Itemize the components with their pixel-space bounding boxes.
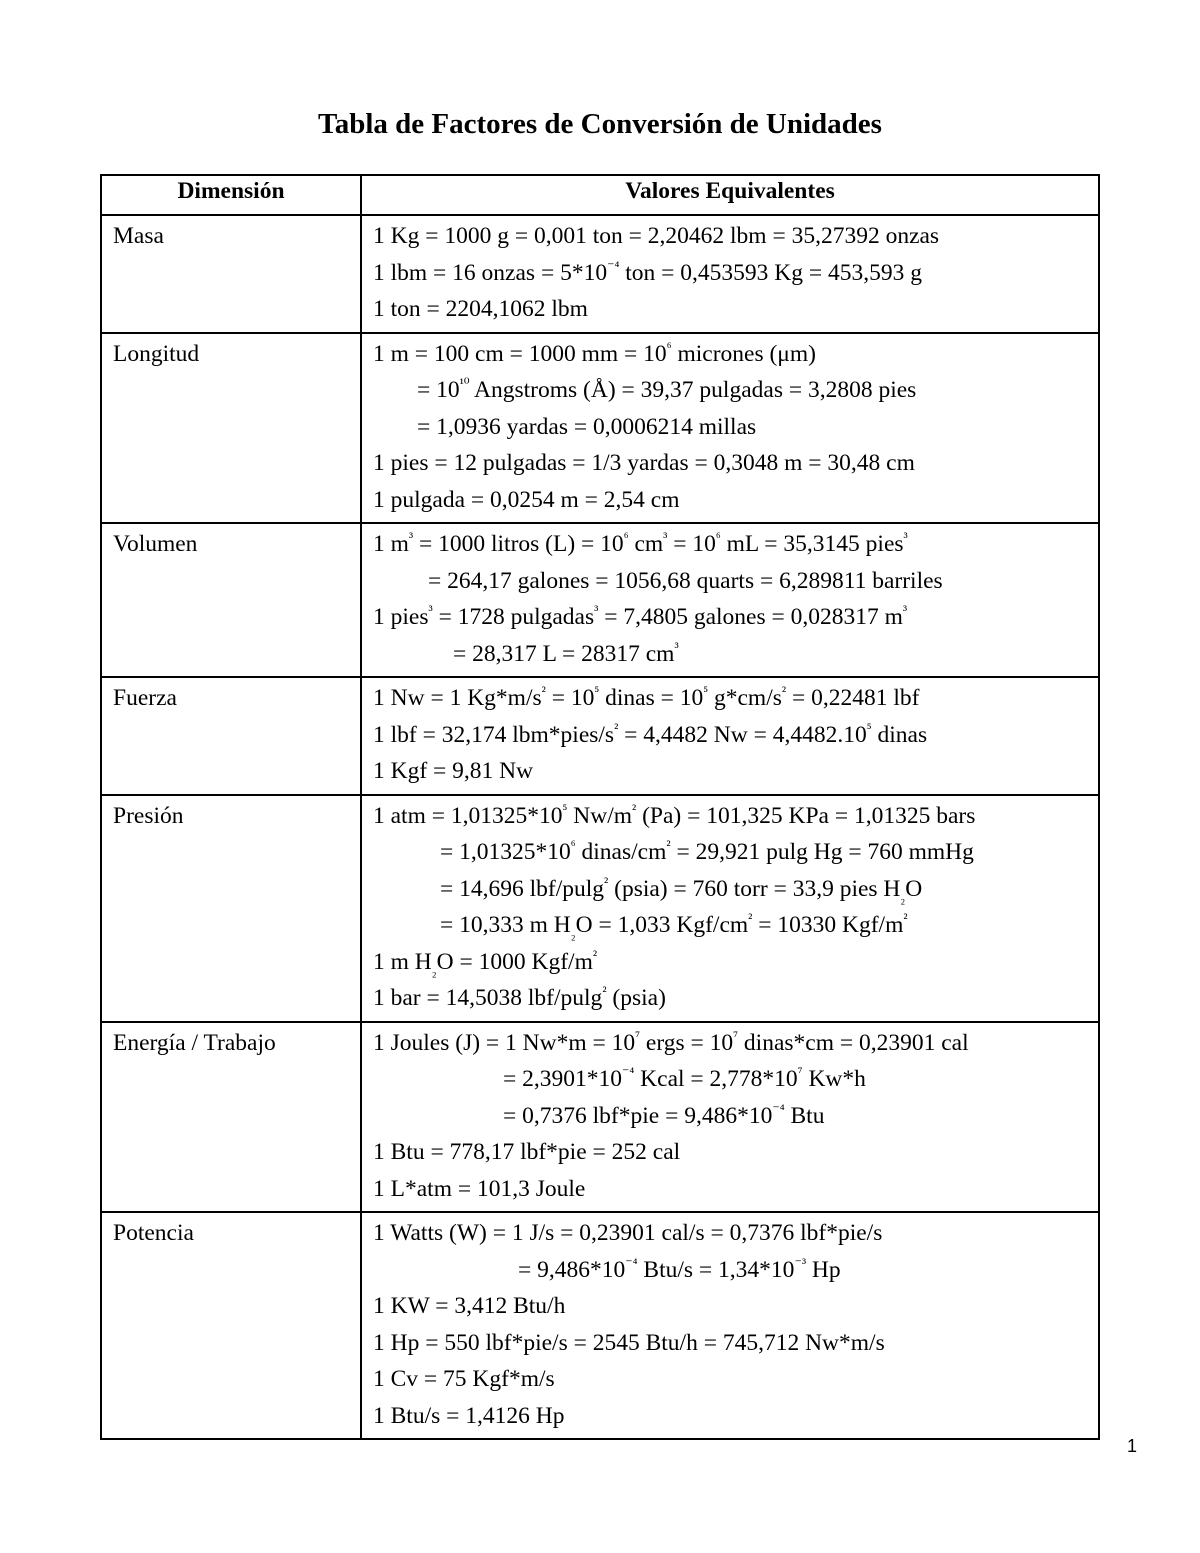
value-line: 1 Kg = 1000 g = 0,001 ton = 2,20462 lbm = 35,27392 onzas: [373, 223, 940, 249]
value-line: = 28,317 L = 28317 $cm^{^3}$: [453, 640, 679, 667]
value-line: 1 bar = 14,5038 lbf/pulg$^{^2}$ (psia): [373, 985, 666, 1011]
dimension-cell: Presión: [101, 795, 361, 1022]
conversion-table: [100, 174, 1100, 1440]
table-row: [101, 1022, 1099, 1213]
value-line: 1 KW = 3,412 Btu/h: [373, 1293, 566, 1319]
value-line: 1 pulgada = 0,0254 m = 2,54 cm: [373, 486, 680, 513]
value-line: = 1,0936 yardas = 0,0006214 millas: [417, 413, 757, 440]
dimension-cell: Longitud: [101, 333, 361, 524]
dimension-cell: Fuerza: [101, 677, 361, 795]
table-row: [101, 523, 1099, 677]
value-line: 1 lbm = 16 onzas = $5*10^{^{-4}}$ ton = 0,453593 Kg = 453,593 g: [373, 259, 922, 286]
value-line: 1 Nw = 1 $Kg*m/s^{^2} = 10^{^5}$ dinas = $10^{^5}$ $g*cm/s^{^2} = 0,22481$ lbf: [373, 685, 920, 711]
value-line: = 14,696 lbf/pulg$^{^2}$ (psia) = 760 torr = 33,9 pies $H_{_2}O$: [440, 875, 923, 906]
dimension-cell: Potencia: [101, 1212, 361, 1439]
value-line: 1 Kgf = 9,81 Nw: [373, 758, 534, 784]
value-line: 1 ton = 2204,1062 lbm: [373, 296, 588, 322]
value-line: = $2,3901*10^{^{-4}}$ Kcal = $2,778*10^{^7}$ Kw*h: [503, 1066, 866, 1092]
values-cell: [361, 215, 1099, 333]
value-line: 1 m $H_{_2}O = 1000$ Kgf/$m^{^2}$: [373, 948, 598, 979]
table-row: [101, 677, 1099, 795]
table-row: [101, 215, 1099, 333]
value-line: 1 pies$^{^3}$ = 1728 pulgadas$^{^3}$ = 7,4805 galones = 0,028317 $m^{^3}$: [373, 604, 908, 630]
dimension-cell: Masa: [101, 215, 361, 333]
values-cell: [361, 1022, 1099, 1213]
header-dimension: Dimensión: [101, 175, 361, 215]
value-line: 1 Watts (W) = 1 J/s = 0,23901 cal/s = 0,7376 lbf*pie/s: [373, 1220, 883, 1246]
value-line: 1 L*atm = 101,3 Joule: [373, 1175, 586, 1202]
dimension-cell: Energía / Trabajo: [101, 1022, 361, 1213]
value-line: 1 Cv = 75 Kgf*m/s: [373, 1366, 555, 1392]
table-row: [101, 795, 1099, 1022]
page-title: Tabla de Factores de Conversión de Unidades: [318, 108, 882, 140]
value-line: = $9,486*10^{^{-4}}$ $Btu/s = 1,34*10^{^{-3}}$ Hp: [518, 1256, 841, 1283]
values-cell: [361, 523, 1099, 677]
value-line: 1 Hp = 550 lbf*pie/s = 2545 Btu/h = 745,712 Nw*m/s: [373, 1329, 885, 1356]
dimension-cell: Volumen: [101, 523, 361, 677]
value-line: 1 pies = 12 pulgadas = 1/3 yardas = 0,3048 m = 30,48 cm: [373, 450, 915, 476]
values-cell: [361, 333, 1099, 524]
value-line: 1 Btu = 778,17 lbf*pie = 252 cal: [373, 1139, 681, 1165]
value-line: 1 $m^{^3} = 1000$ litros $(L) = 10^{^6}$ $cm^{^3} = 10^{^6}$ mL = 35,3145 pies$^{^3}$: [373, 531, 908, 557]
value-line: 1 lbf = 32,174 $lbm*pies/s^{^2} = 4,4482$ $Nw = 4,4482.10^{^5}$ dinas: [373, 721, 928, 748]
table-header-row: [101, 175, 1099, 215]
value-line: 1 Joules (J) = 1 $Nw*m = 10^{^7}$ ergs = $10^{^7}$ dinas*cm = 0,23901 cal: [373, 1029, 969, 1056]
value-line: 1 atm = $1,01325*10^{^5}$ $Nw/m^{^2}$ (Pa) = 101,325 KPa = 1,01325 bars: [373, 802, 976, 829]
page-number: 1: [1127, 1436, 1138, 1456]
value-line: 1 Btu/s = 1,4126 Hp: [373, 1402, 565, 1429]
values-cell: [361, 795, 1099, 1022]
value-line: 1 m = 100 cm = 1000 mm = $10^{^6}$ micrones (μm): [373, 340, 816, 367]
value-line: = $10^{^{10}}$ Angstroms (Å) = 39,37 pulgadas = 3,2808 pies: [417, 377, 917, 403]
value-line: = $1,01325*10^{^6}$ dinas/$cm^{^2} = 29,921$ pulg Hg = 760 mmHg: [440, 839, 974, 865]
value-line: = 264,17 galones = 1056,68 quarts = 6,289811 barriles: [428, 567, 943, 594]
value-line: = 0,7376 $lbf*pie = 9,486*10^{^{-4}}$ Btu: [503, 1102, 825, 1129]
values-cell: [361, 1212, 1099, 1439]
table-row: [101, 1212, 1099, 1439]
header-values: Valores Equivalentes: [361, 175, 1099, 215]
value-line: = 10,333 m $H_{_2}O = 1,033$ Kgf/$cm^{^2} = 10330$ Kgf/$m^{^2}$: [440, 912, 908, 942]
values-cell: [361, 677, 1099, 795]
table-row: [101, 333, 1099, 524]
